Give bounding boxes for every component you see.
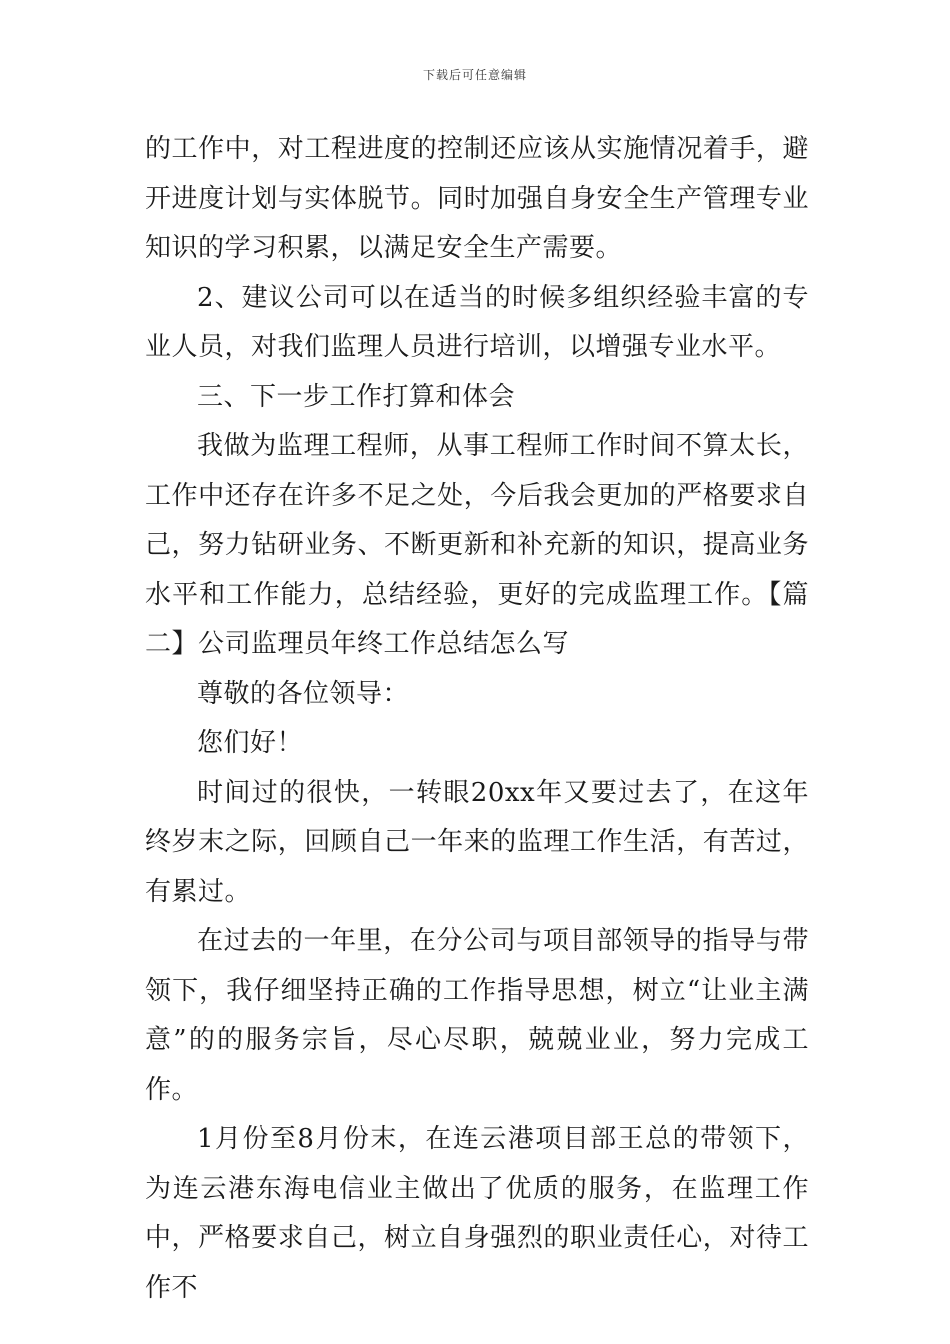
paragraph-continuation: 的工作中，对工程进度的控制还应该从实施情况着手，避开进度计划与实体脱节。同时加强自身安全生产管理专业知识的学习积累，以满足安全生产需要。	[145, 134, 809, 263]
section-heading-next-steps: 三、下一步工作打算和体会	[197, 381, 516, 412]
paragraph-suggestion-2: 2、建议公司可以在适当的时候多组织经验丰富的专业人员，对我们监理人员进行培训，以增强专业水平。	[145, 282, 809, 362]
paragraph-plans: 我做为监理工程师，从事工程师工作时间不算太长，工作中还存在许多不足之处，今后我会更加的严格要求自己，努力钻研业务、不断更新和补充新的知识，提高业务水平和工作能力，总结经验，更好的完成监理工作。【篇二】公司监理员年终工作总结怎么写	[145, 431, 809, 659]
greeting: 您们好！	[197, 728, 304, 758]
salutation: 尊敬的各位领导：	[197, 678, 410, 709]
paragraph-jan-aug: 1月份至8月份末，在连云港项目部王总的带领下，为连云港东海电信业主做出了优质的服务，在监理工作中，严格要求自己，树立自身强烈的职业责任心，对待工作不	[145, 1124, 809, 1303]
document-body	[145, 125, 809, 1313]
paragraph-past-year: 在过去的一年里，在分公司与项目部领导的指导与带领下，我仔细坚持正确的工作指导思想，树立“让业主满意”的的服务宗旨，尽心尽职，兢兢业业，努力完成工作。	[145, 926, 809, 1105]
page-header: 下载后可任意编辑	[422, 68, 527, 82]
paragraph-year-review: 时间过的很快，一转眼20xx年又要过去了，在这年终岁末之际，回顾自己一年来的监理工作生活，有苦过，有累过。	[145, 777, 809, 907]
